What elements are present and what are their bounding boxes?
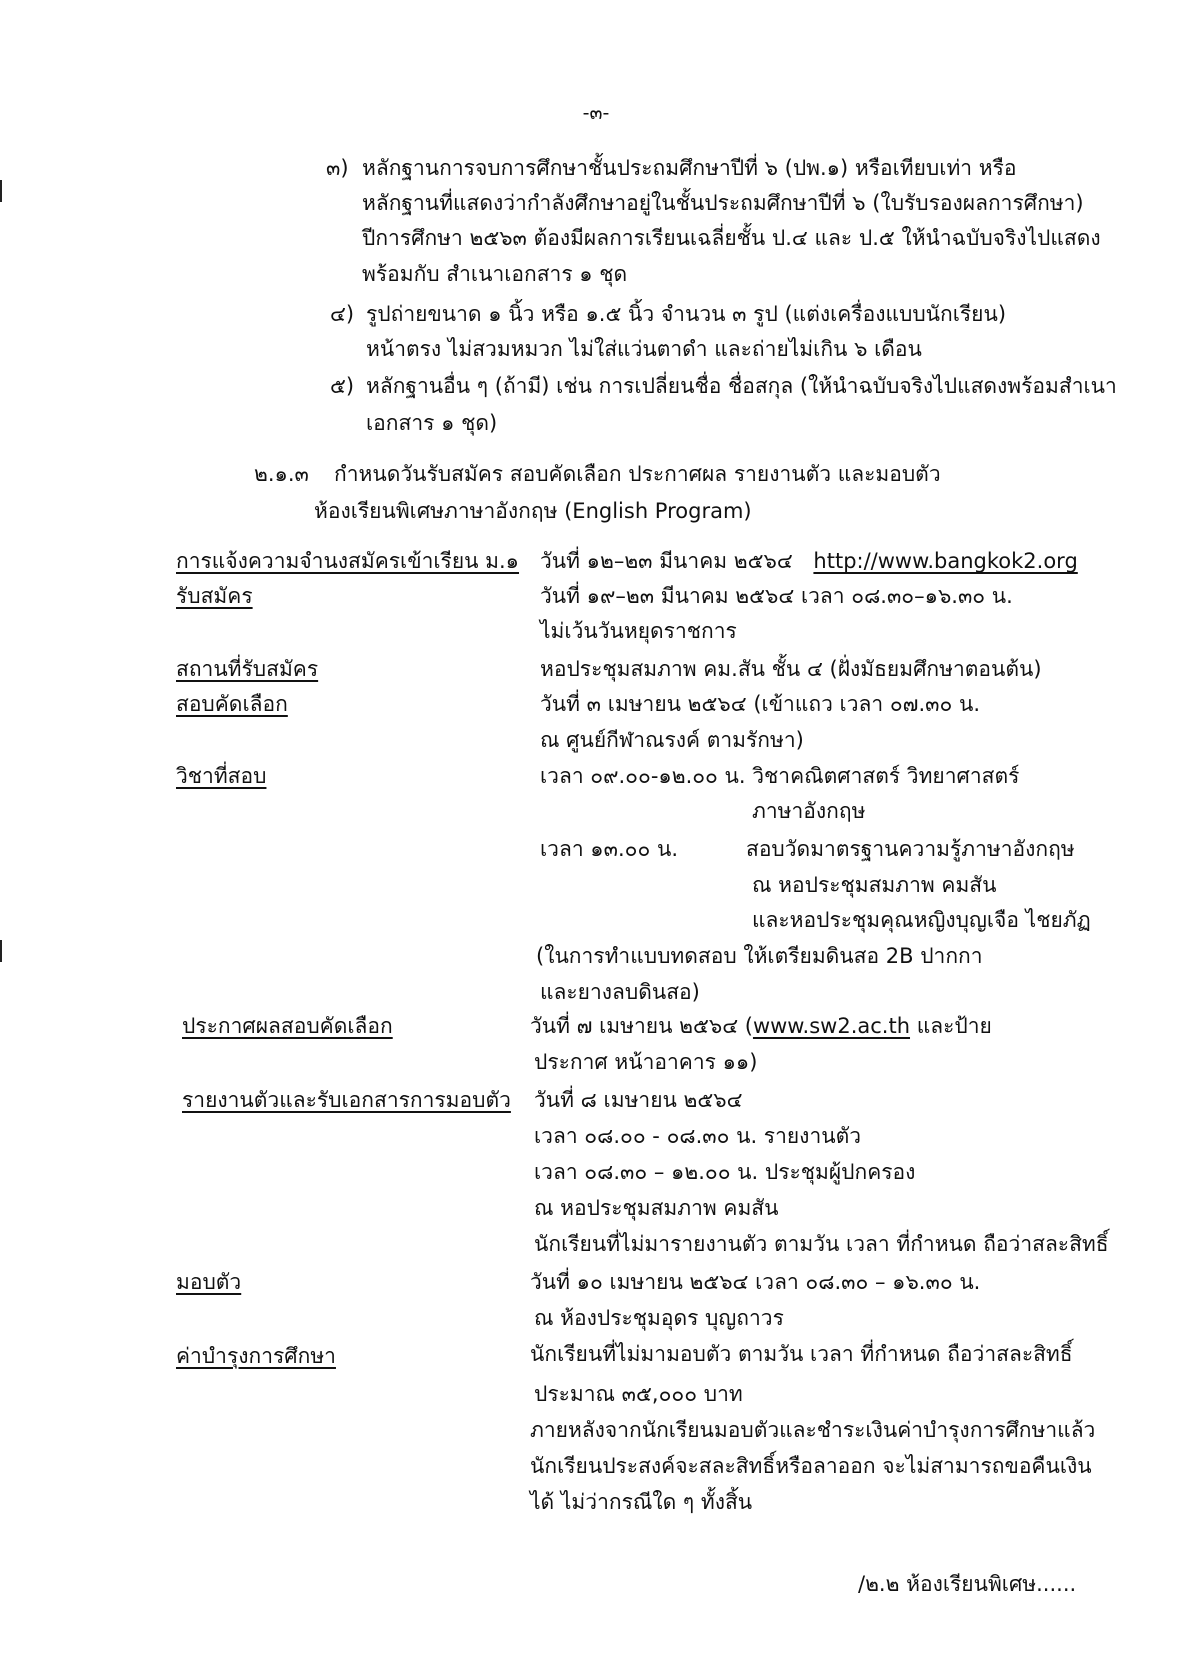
enroll-date: วันที่ ๑๐ เมษายน ๒๕๖๔ เวลา ๐๘.๓๐ – ๑๖.๓๐ น. xyxy=(530,1270,981,1294)
fee-note: นักเรียนประสงค์จะสละสิทธิ์หรือลาออก จะไม่สามารถขอคืนเงิน xyxy=(530,1454,1092,1478)
report-date: วันที่ ๘ เมษายน ๒๕๖๔ xyxy=(534,1088,743,1112)
subjects-english: ภาษาอังกฤษ xyxy=(752,799,866,823)
section-title: ห้องเรียนพิเศษภาษาอังกฤษ (English Program) xyxy=(314,499,752,523)
result-link[interactable]: www.sw2.ac.th xyxy=(752,1014,911,1038)
enroll-warning: นักเรียนที่ไม่มามอบตัว ตามวัน เวลา ที่กำหนด ถือว่าสละสิทธิ์ xyxy=(530,1342,1073,1366)
result-date-tail: และป้าย xyxy=(910,1014,992,1038)
schedule-label-subjects: วิชาที่สอบ xyxy=(176,764,267,788)
schedule-label-result: ประกาศผลสอบคัดเลือก xyxy=(182,1014,393,1038)
notify-link[interactable]: http://www.bangkok2.org xyxy=(813,549,1078,573)
requirement-number: ๕) xyxy=(330,374,355,398)
schedule-label-venue: สถานที่รับสมัคร xyxy=(176,657,319,681)
subjects-afternoon-desc: ณ หอประชุมสมภาพ คมสัน xyxy=(752,873,997,897)
subjects-note: (ในการทำแบบทดสอบ ให้เตรียมดินสอ 2B ปากกา xyxy=(536,944,983,968)
subjects-time-afternoon: เวลา ๑๓.๐๐ น. xyxy=(540,837,679,861)
requirement-line: พร้อมกับ สำเนาเอกสาร ๑ ชุด xyxy=(362,262,628,286)
subjects-afternoon-desc: และหอประชุมคุณหญิงบุญเจือ ไชยภัฏ xyxy=(752,908,1091,932)
exam-location: ณ ศูนย์กีฬาณรงค์ ตามรักษา) xyxy=(540,728,804,752)
subjects-afternoon-desc: สอบวัดมาตรฐานความรู้ภาษาอังกฤษ xyxy=(746,837,1075,861)
continuation-footer: /๒.๒ ห้องเรียนพิเศษ...... xyxy=(858,1572,1077,1596)
requirement-line: ปีการศึกษา ๒๕๖๓ ต้องมีผลการเรียนเฉลี่ยชั้น ป.๔ และ ป.๕ ให้นำฉบับจริงไปแสดง xyxy=(362,226,1101,250)
result-note: ประกาศ หน้าอาคาร ๑๑) xyxy=(534,1050,758,1074)
report-location: ณ หอประชุมสมภาพ คมสัน xyxy=(534,1196,779,1220)
venue-value: หอประชุมสมภาพ คม.สัน ชั้น ๔ (ฝั่งมัธยมศึกษาตอนต้น) xyxy=(540,657,1042,681)
requirement-line: เอกสาร ๑ ชุด) xyxy=(366,411,498,435)
section-number: ๒.๑.๓ xyxy=(254,462,309,486)
fee-note: ได้ ไม่ว่ากรณีใด ๆ ทั้งสิ้น xyxy=(530,1490,753,1514)
result-date xyxy=(530,1012,992,1040)
schedule-label-enroll: มอบตัว xyxy=(176,1270,242,1294)
schedule-label-fee: ค่าบำรุงการศึกษา xyxy=(176,1344,336,1368)
requirement-line: หน้าตรง ไม่สวมหมวก ไม่ใส่แว่นตาดำ และถ่ายไม่เกิน ๖ เดือน xyxy=(366,337,922,361)
schedule-notify-date xyxy=(540,547,1078,575)
schedule-label-apply: รับสมัคร xyxy=(176,584,253,608)
requirement-line: หลักฐานอื่น ๆ (ถ้ามี) เช่น การเปลี่ยนชื่อ ชื่อสกุล (ให้นำฉบับจริงไปแสดงพร้อมสำเนา xyxy=(366,374,1117,398)
enroll-location: ณ ห้องประชุมอุดร บุญถาวร xyxy=(534,1306,784,1330)
page-number: -๓- xyxy=(582,102,610,124)
apply-note: ไม่เว้นวันหยุดราชการ xyxy=(540,619,737,643)
report-time: เวลา ๐๘.๓๐ – ๑๒.๐๐ น. ประชุมผู้ปกครอง xyxy=(534,1160,916,1184)
fee-note: ภายหลังจากนักเรียนมอบตัวและชำระเงินค่าบำรุงการศึกษาแล้ว xyxy=(530,1418,1096,1442)
fee-amount: ประมาณ ๓๕,๐๐๐ บาท xyxy=(534,1382,743,1406)
schedule-label-exam: สอบคัดเลือก xyxy=(176,692,288,716)
scan-edge-mark xyxy=(0,940,2,962)
requirement-line: หลักฐานการจบการศึกษาชั้นประถมศึกษาปีที่ ๖ (ปพ.๑) หรือเทียบเท่า หรือ xyxy=(362,156,1017,180)
report-warning: นักเรียนที่ไม่มารายงานตัว ตามวัน เวลา ที่กำหนด ถือว่าสละสิทธิ์ xyxy=(534,1232,1109,1256)
apply-date: วันที่ ๑๙–๒๓ มีนาคม ๒๕๖๔ เวลา ๐๘.๓๐–๑๖.๓๐ น. xyxy=(540,584,1013,608)
requirement-line: รูปถ่ายขนาด ๑ นิ้ว หรือ ๑.๕ นิ้ว จำนวน ๓ รูป (แต่งเครื่องแบบนักเรียน) xyxy=(366,302,1007,326)
requirement-line: หลักฐานที่แสดงว่ากำลังศึกษาอยู่ในชั้นประถมศึกษาปีที่ ๖ (ใบรับรองผลการศึกษา) xyxy=(362,191,1084,215)
subjects-time-morning: เวลา ๐๙.๐๐-๑๒.๐๐ น. วิชาคณิตศาสตร์ วิทยาศาสตร์ xyxy=(540,764,1020,788)
report-time: เวลา ๐๘.๐๐ - ๐๘.๓๐ น. รายงานตัว xyxy=(534,1124,862,1148)
section-title: กำหนดวันรับสมัคร สอบคัดเลือก ประกาศผล รายงานตัว และมอบตัว xyxy=(334,462,941,486)
schedule-label-report: รายงานตัวและรับเอกสารการมอบตัว xyxy=(182,1088,511,1112)
schedule-label-notify: การแจ้งความจำนงสมัครเข้าเรียน ม.๑ xyxy=(176,549,520,573)
scan-edge-mark xyxy=(0,180,2,202)
exam-date: วันที่ ๓ เมษายน ๒๕๖๔ (เข้าแถว เวลา ๐๗.๓๐ น. xyxy=(540,692,981,716)
subjects-note: และยางลบดินสอ) xyxy=(540,980,700,1004)
requirement-number: ๔) xyxy=(330,302,355,326)
requirement-number: ๓) xyxy=(326,156,349,180)
result-date-text: วันที่ ๗ เมษายน ๒๕๖๔ ( xyxy=(530,1014,753,1038)
notify-date-text: วันที่ ๑๒–๒๓ มีนาคม ๒๕๖๔ xyxy=(540,549,793,573)
